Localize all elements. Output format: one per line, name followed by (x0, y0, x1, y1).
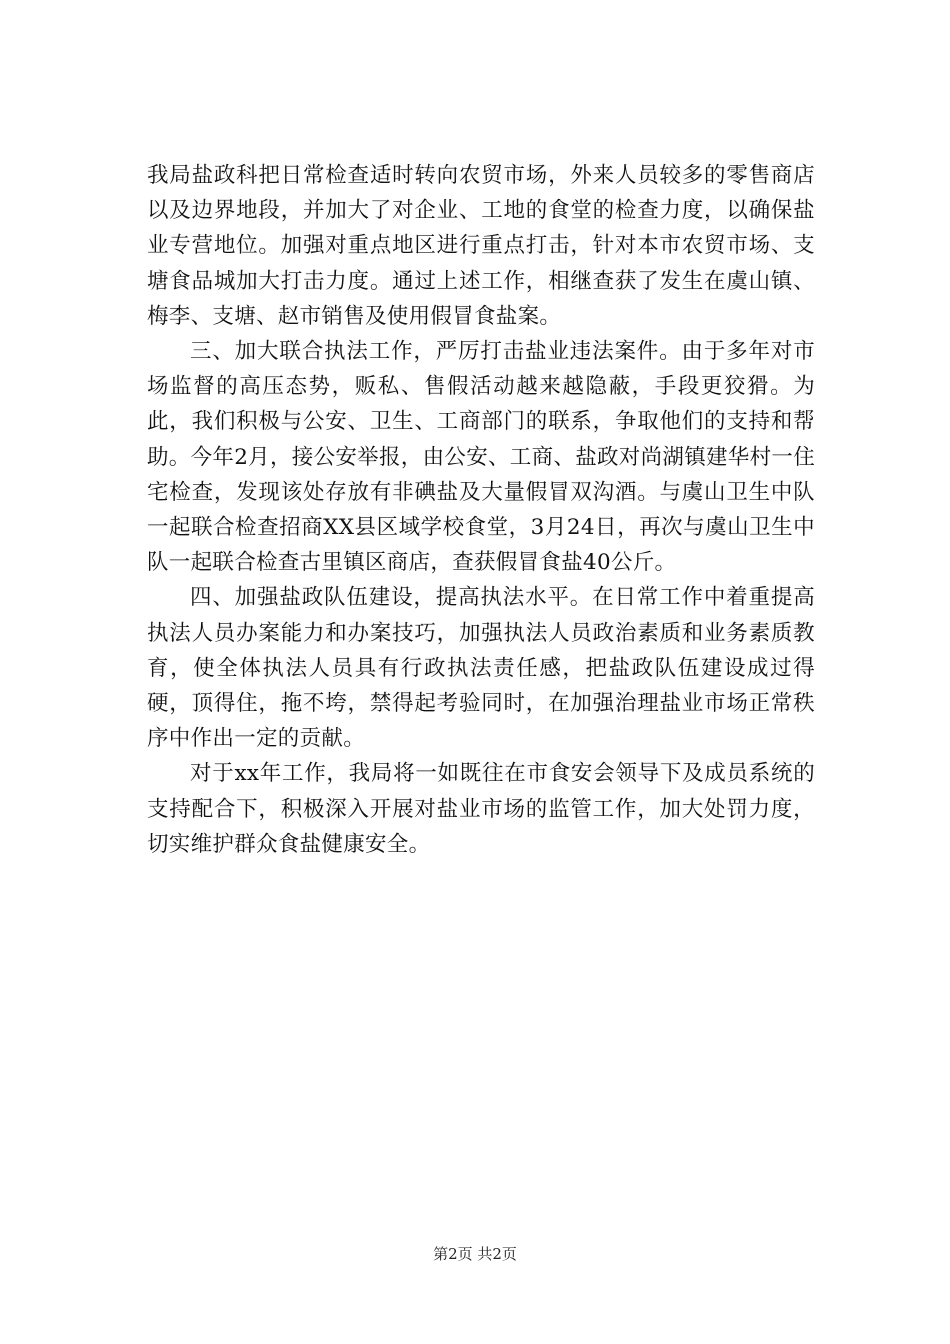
paragraph-continuation: 我局盐政科把日常检查适时转向农贸市场，外来人员较多的零售商店以及边界地段，并加大了对企业、工地的食堂的检查力度，以确保盐业专营地位。加强对重点地区进行重点打击，针对本市农贸市场、支塘食品城加大打击力度。通过上述工作，相继查获了发生在虞山镇、梅李、支塘、赵市销售及使用假冒食盐案。 (147, 163, 815, 329)
paragraph-next-year-plan: 对于xx年工作，我局将一如既往在市食安会领导下及成员系统的支持配合下，积极深入开展对盐业市场的监管工作，加大处罚力度，切实维护群众食盐健康安全。 (147, 761, 815, 857)
paragraph-team-building: 四、加强盐政队伍建设，提高执法水平。在日常工作中着重提高执法人员办案能力和办案技巧，加强执法人员政治素质和业务素质教育，使全体执法人员具有行政执法责任感，把盐政队伍建设成过得硬，顶得住，拖不垮，禁得起考验同时，在加强治理盐业市场正常秩序中作出一定的贡献。 (147, 585, 815, 752)
document-body (147, 158, 815, 862)
paragraph-joint-enforcement: 三、加大联合执法工作，严厉打击盐业违法案件。由于多年对市场监督的高压态势，贩私、售假活动越来越隐蔽，手段更狡猾。为此，我们积极与公安、卫生、工商部门的联系，争取他们的支持和帮助。今年2月，接公安举报，由公安、工商、盐政对尚湖镇建华村一住宅检查，发现该处存放有非碘盐及大量假冒双沟酒。与虞山卫生中队一起联合检查招商XX县区域学校食堂，3月24日，再次与虞山卫生中队一起联合检查古里镇区商店，查获假冒食盐40公斤。 (147, 339, 815, 576)
page-number-footer: 第2页 共2页 (433, 1245, 517, 1263)
